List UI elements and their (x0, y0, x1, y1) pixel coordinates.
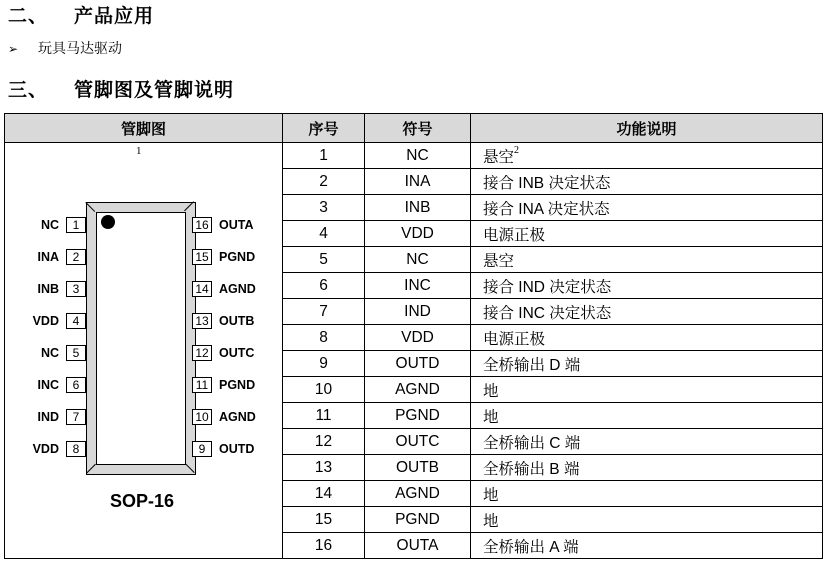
pin-symbol: AGND (365, 377, 471, 403)
pin-description (471, 481, 823, 507)
pin-description-text: 接合 IND 决定状态 (483, 278, 612, 296)
sop16-pin-diagram (5, 143, 279, 555)
pin-number: 9 (283, 351, 365, 377)
pin-description-text: 接合 INC 决定状态 (483, 304, 612, 322)
pin-number-box: 11 (192, 377, 212, 393)
pin-symbol: OUTC (365, 429, 471, 455)
left-pin (37, 377, 86, 393)
pin-number-box: 8 (66, 441, 86, 457)
pin-description-text: 地 (483, 512, 499, 530)
pin-description-text: 电源正极 (483, 330, 546, 348)
pin-name: NC (40, 218, 59, 232)
pin-description (471, 143, 823, 169)
pin-name: VDD (32, 314, 59, 328)
pin-number: 15 (283, 507, 365, 533)
pin-description-text: 地 (483, 382, 499, 400)
pin-number: 8 (283, 325, 365, 351)
section-number: 二、 (8, 5, 49, 27)
pin-number: 5 (283, 247, 365, 273)
pin-name: AGND (219, 410, 256, 424)
chip-body-inner (96, 212, 186, 465)
right-pin (192, 217, 254, 233)
section-number: 三、 (8, 79, 49, 101)
pin-description (471, 221, 823, 247)
pin-number-box: 6 (66, 377, 86, 393)
pin-description (471, 455, 823, 481)
pin-symbol: IND (365, 299, 471, 325)
pin-description (471, 247, 823, 273)
pin-number: 2 (283, 169, 365, 195)
pin-number-box: 7 (66, 409, 86, 425)
pin-symbol: VDD (365, 325, 471, 351)
pin-number-box: 1 (66, 217, 86, 233)
right-pin (192, 345, 254, 361)
pin-number: 1 (283, 143, 365, 169)
pin-description (471, 377, 823, 403)
table-row (5, 143, 823, 169)
pin-symbol: INB (365, 195, 471, 221)
pin-description (471, 403, 823, 429)
package-label: SOP-16 (109, 491, 175, 511)
pin-description-text: 悬空 (483, 252, 515, 270)
application-item (8, 38, 122, 58)
left-pin (37, 249, 86, 265)
pin-description-text: 电源正极 (483, 226, 546, 244)
pin-number-box: 16 (192, 217, 212, 233)
right-pin (192, 409, 256, 425)
section-3-heading (8, 75, 234, 102)
section-title: 管脚图及管脚说明 (74, 79, 235, 101)
pin-table (4, 113, 823, 559)
header-diagram: 管脚图 (5, 114, 283, 143)
pin-description-text: 全桥输出 C 端 (483, 434, 581, 452)
pin-description (471, 169, 823, 195)
pin-symbol: NC (365, 143, 471, 169)
pin-number-box: 14 (192, 281, 212, 297)
pin-number-box: 2 (66, 249, 86, 265)
pin-name: OUTA (219, 218, 254, 232)
pin-number: 6 (283, 273, 365, 299)
pin-name: OUTD (219, 442, 255, 456)
pin-description (471, 429, 823, 455)
pin-description-text: 全桥输出 D 端 (483, 356, 581, 374)
pin-description (471, 325, 823, 351)
pin-name: INB (37, 282, 59, 296)
pin-description (471, 273, 823, 299)
right-pin (192, 313, 254, 329)
table-body (5, 143, 823, 559)
pin-description (471, 533, 823, 559)
right-pin (192, 441, 254, 457)
pin-name: INC (37, 378, 59, 392)
pin-name: VDD (32, 442, 59, 456)
pin-name: PGND (219, 378, 256, 392)
pin-description-text: 接合 INA 决定状态 (483, 200, 610, 218)
pin-number: 13 (283, 455, 365, 481)
pin-symbol: NC (365, 247, 471, 273)
pin-description (471, 351, 823, 377)
header-no: 序号 (283, 114, 365, 143)
right-pin (192, 377, 255, 393)
pin-diagram-cell (5, 143, 283, 559)
arrow-bullet-icon: ➢ (8, 42, 19, 56)
header-function: 功能说明 (471, 114, 823, 143)
header-symbol: 符号 (365, 114, 471, 143)
pin-description-text: 全桥输出 A 端 (483, 538, 579, 556)
pin-number: 7 (283, 299, 365, 325)
pin-description-text: 地 (483, 408, 499, 426)
pin-description (471, 507, 823, 533)
pin-description (471, 195, 823, 221)
pin-description-text: 全桥输出 B 端 (483, 460, 580, 478)
pin-number: 14 (283, 481, 365, 507)
pin-number-box: 4 (66, 313, 86, 329)
pin-name: PGND (219, 250, 256, 264)
pin-symbol: INC (365, 273, 471, 299)
table-header-row (5, 114, 823, 143)
right-pin (192, 249, 255, 265)
pin-symbol: OUTA (365, 533, 471, 559)
footnote-mark: 2 (514, 144, 520, 156)
pin-name: INA (37, 250, 59, 264)
pin-number-box: 3 (66, 281, 86, 297)
pin-number-box: 12 (192, 345, 212, 361)
pin-description (471, 299, 823, 325)
pin-description-text: 悬空 (483, 148, 515, 166)
left-pin (41, 345, 86, 361)
pin-description-text: 地 (483, 486, 499, 504)
pin-number: 4 (283, 221, 365, 247)
left-pin (37, 409, 86, 425)
pin-name: AGND (219, 282, 256, 296)
pin-symbol: PGND (365, 403, 471, 429)
application-text: 玩具马达驱动 (38, 41, 122, 57)
pin-symbol: OUTD (365, 351, 471, 377)
left-pin (37, 281, 86, 297)
footnote-mark: 1 (136, 145, 142, 157)
pin-number: 16 (283, 533, 365, 559)
pin-name: NC (40, 346, 59, 360)
section-title: 产品应用 (74, 5, 155, 27)
pin-name: IND (37, 410, 59, 424)
left-pin (33, 313, 86, 329)
pin-number: 12 (283, 429, 365, 455)
pin-number-box: 15 (192, 249, 212, 265)
pin-number-box: 13 (192, 313, 212, 329)
pin-symbol: AGND (365, 481, 471, 507)
pin-number: 10 (283, 377, 365, 403)
left-pin (41, 217, 86, 233)
right-pin (192, 281, 256, 297)
pin-symbol: INA (365, 169, 471, 195)
pin-number: 11 (283, 403, 365, 429)
pin-number-box: 10 (192, 409, 212, 425)
pin-symbol: OUTB (365, 455, 471, 481)
pin-number-box: 9 (192, 441, 212, 457)
pin-number: 3 (283, 195, 365, 221)
pin-symbol: PGND (365, 507, 471, 533)
pin-name: OUTC (219, 346, 255, 360)
left-pin (33, 441, 86, 457)
pin-description-text: 接合 INB 决定状态 (483, 174, 611, 192)
section-2-heading (8, 1, 154, 28)
pin-number-box: 5 (66, 345, 86, 361)
pin1-marker-dot (101, 215, 115, 229)
pin-name: OUTB (219, 314, 255, 328)
pin-symbol: VDD (365, 221, 471, 247)
